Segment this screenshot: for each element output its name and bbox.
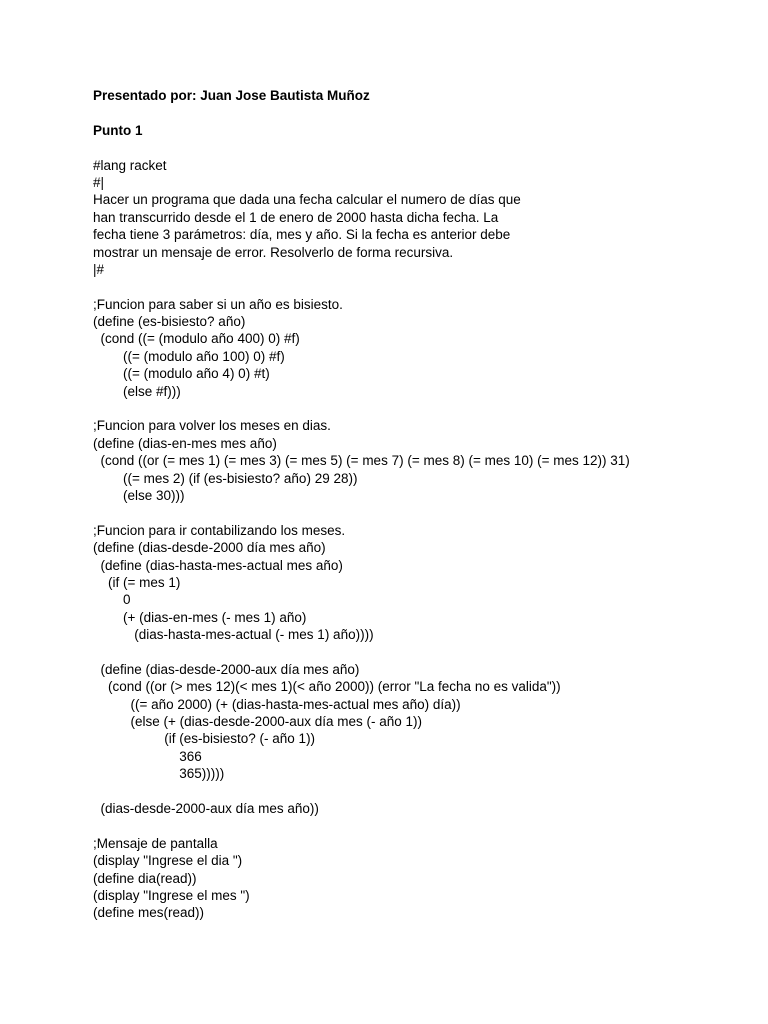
document-page [93, 87, 733, 922]
code-line: (define (dias-desde-2000 día mes año) [93, 540, 326, 556]
presenter-line: Presentado por: Juan Jose Bautista Muñoz [93, 88, 370, 103]
code-line: (define (dias-en-mes mes año) [93, 435, 277, 451]
code-line: mostrar un mensaje de error. Resolverlo de forma recursiva. [93, 244, 454, 260]
code-line: |# [93, 261, 105, 277]
section-title: Punto 1 [93, 122, 143, 138]
code-line [93, 783, 733, 800]
code-line [93, 504, 733, 521]
code-line: ;Funcion para ir contabilizando los meses. [93, 522, 346, 538]
code-line: (if (= mes 1) [93, 574, 181, 590]
code-line: (define (dias-hasta-mes-actual mes año) [93, 557, 343, 573]
code-line: ((= año 2000) (+ (dias-hasta-mes-actual mes año) día)) [93, 696, 461, 712]
code-line: (+ (dias-en-mes (- mes 1) año) [93, 609, 307, 625]
code-line: (dias-hasta-mes-actual (- mes 1) año)))) [93, 627, 374, 643]
code-line: (define mes(read)) [93, 905, 205, 921]
code-line: (define dia(read)) [93, 870, 197, 886]
code-line: 366 [93, 748, 202, 764]
code-line: (define (es-bisiesto? año) [93, 314, 246, 330]
code-line: han transcurrido desde el 1 de enero de 2000 hasta dicha fecha. La [93, 209, 499, 225]
code-line: (else 30))) [93, 487, 185, 503]
code-line: #lang racket [93, 157, 167, 173]
code-line: (display "Ingrese el dia ") [93, 853, 243, 869]
code-line: ((= mes 2) (if (es-bisiesto? año) 29 28)) [93, 470, 358, 486]
code-line: (else #f))) [93, 383, 181, 399]
spacer [93, 104, 733, 121]
code-line: 0 [93, 592, 131, 608]
code-line: (cond ((= (modulo año 400) 0) #f) [93, 331, 300, 347]
code-line: #| [93, 174, 105, 190]
code-line: (display "Ingrese el mes ") [93, 887, 250, 903]
code-line [93, 400, 733, 417]
code-line: ((= (modulo año 4) 0) #t) [93, 366, 270, 382]
code-line [93, 817, 733, 834]
spacer [93, 139, 733, 156]
code-line [93, 278, 733, 295]
code-line: (cond ((or (> mes 12)(< mes 1)(< año 2000)) (error "La fecha no es valida")) [93, 679, 561, 695]
code-line: (if (es-bisiesto? (- año 1)) [93, 731, 316, 747]
code-line: Hacer un programa que dada una fecha calcular el numero de días que [93, 192, 521, 208]
code-line: (cond ((or (= mes 1) (= mes 3) (= mes 5) (= mes 7) (= mes 8) (= mes 10) (= mes 12)) 31) [93, 453, 630, 469]
code-line: ;Funcion para saber si un año es bisiesto. [93, 296, 343, 312]
code-line: 365))))) [93, 766, 225, 782]
code-line: (else (+ (dias-desde-2000-aux día mes (- año 1)) [93, 714, 423, 730]
code-line: (dias-desde-2000-aux día mes año)) [93, 801, 319, 817]
code-line [93, 644, 733, 661]
code-line: fecha tiene 3 parámetros: día, mes y año. Si la fecha es anterior debe [93, 227, 511, 243]
code-line: ;Mensaje de pantalla [93, 835, 218, 851]
code-line: ;Funcion para volver los meses en dias. [93, 418, 331, 434]
code-line: ((= (modulo año 100) 0) #f) [93, 348, 285, 364]
code-block [93, 157, 733, 922]
code-line: (define (dias-desde-2000-aux día mes año) [93, 661, 360, 677]
